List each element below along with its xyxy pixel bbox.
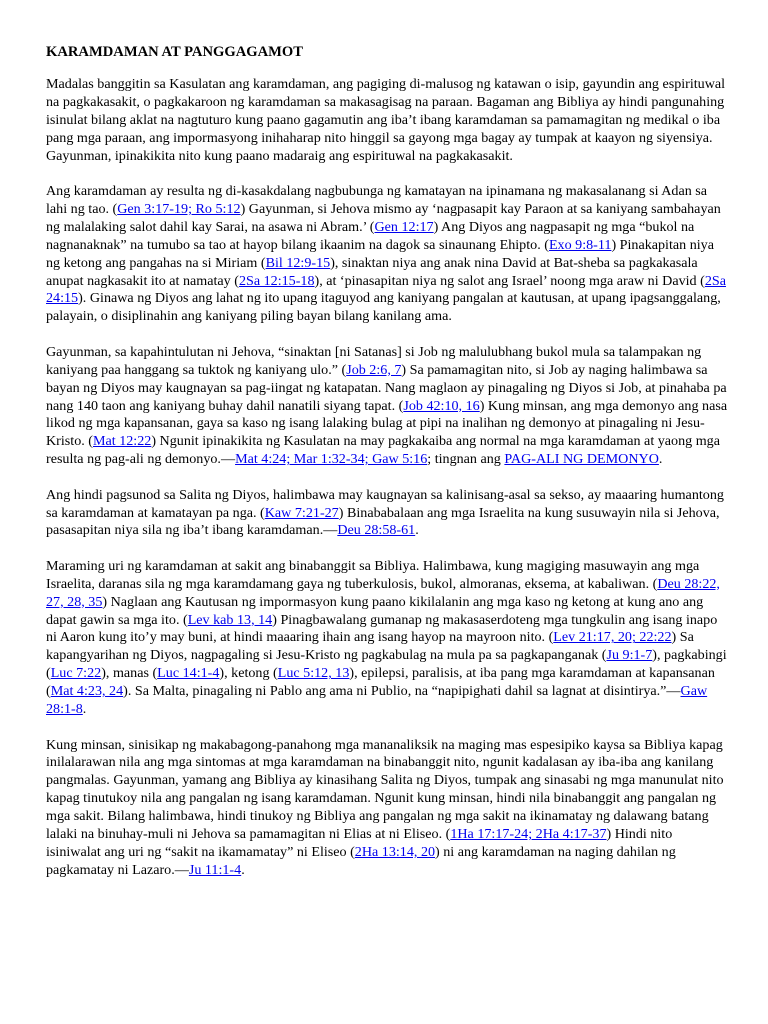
paragraph-modern-researchers: Kung minsan, sinisikap ng makabagong-panahong mga mananaliksik na maging mas espesipiko kaysa sa Bibliya kapag inilalarawan nila ang mga sintomas at mga karamdaman na binabanggit nito, ngunit kadalasan ay iba-iba ang kanilang pangmalas. Gayunman, yamang ang Bibliya ay kinasihang Salita ng Diyos, tumpak ang sinasabi ng mga manunulat nito kapag tinutukoy nila ang pangalan ng isang karamdaman. Ngunit kung minsan, hindi nila binabanggit ang pangalan ng mga sakit. Bilang halimbawa, hindi tinukoy ng Bibliya ang pangalan ng mga sakit na ikinamatay ng dalawang batang lalaki na binuhay-muli ni Jehova sa pamamagitan ni Elias at ni Eliseo. (1Ha 17:17-24; 2Ha 4:17-37) Hindi nito isiniwalat ang uri ng “sakit na ikamamatay” ni Eliseo (2Ha 13:14, 20) ni ang karamdaman na naging dahilan ng pagkamatay ni Lazaro.—Ju 11:1-4.	[46, 736, 724, 878]
scripture-link[interactable]: Job 2:6, 7	[346, 361, 402, 378]
scripture-link[interactable]: Mat 12:22	[92, 433, 152, 450]
scripture-link[interactable]: Kaw 7:21-27	[264, 504, 339, 521]
scripture-link[interactable]: Luc 7:22	[50, 665, 102, 682]
scripture-link[interactable]: Deu 28:22, 27, 28, 35	[46, 575, 720, 610]
paragraph-kinds-of-disease: Maraming uri ng karamdaman at sakit ang binabanggit sa Bibliya. Halimbawa, kung magiging masuwayin ang mga Israelita, daranas sila ng mga karamdamang gaya ng tuberkulosis, bukol, almoranas, eksema, at kabaliwan. (Deu 28:22, 27, 28, 35) Naglaan ang Kautusan ng impormasyon kung paano kikilalanin ang mga kaso ng ketong at kung ano ang dapat gawin sa mga ito. (Lev kab 13, 14) Pinagbawalang gumanap ng makasaserdoteng mga tungkulin ang isang inapo ni Aaron kung ito’y may buni, at hindi maaaring ihain ang isang hayop na mayroon nito. (Lev 21:17, 20; 22:22) Sa kapangyarihan ng Diyos, nagpagaling si Jesu-Kristo ng pagkabulag na mula pa sa pagkapanganak (Ju 9:1-7), pagkabingi (Luc 7:22), manas (Luc 14:1-4), ketong (Luc 5:12, 13), epilepsi, paralisis, at iba pang mga karamdaman at kapansanan (Mat 4:23, 24). Sa Malta, pinagaling ni Pablo ang ama ni Publio, na “napipighati dahil sa lagnat at disintirya.”—Gaw 28:1-8.	[46, 557, 727, 718]
scripture-link[interactable]: Bil 12:9-15	[265, 254, 331, 271]
scripture-link[interactable]: Gen 12:17	[374, 218, 434, 235]
scripture-link[interactable]: Ju 9:1-7	[606, 647, 653, 664]
paragraph-intro: Madalas banggitin sa Kasulatan ang karamdaman, ang pagiging di-malusog ng katawan o isip, gayundin ang espirituwal na pagkakasakit, o pagkakaroon ng karamdaman sa makasagisag na paraan. Bagaman ang Bibliya ay hindi pangunahing isinulat bilang aklat na nagtuturo kung paano gagamutin ang iba’t ibang karamdaman sa pamamagitan ng medikal o iba pang mga paraan, ang impormasyong inihaharap nito hinggil sa gayong mga bagay ay tumpak at kaayon ng siyensiya. Gayunman, ipinakikita nito kung paano madaraig ang espirituwal na pagkakasakit.	[46, 76, 726, 164]
topic-link[interactable]: PAG-ALI NG DEMONYO	[504, 451, 659, 468]
scripture-link[interactable]: 2Sa 24:15	[46, 272, 726, 307]
scripture-link[interactable]: Gaw 28:1-8	[46, 683, 708, 718]
scripture-link[interactable]: Exo 9:8-11	[548, 236, 612, 253]
scripture-link[interactable]: Job 42:10, 16	[403, 397, 480, 414]
scripture-link[interactable]: 2Ha 13:14, 20	[354, 843, 436, 860]
paragraph-disobedience: Ang hindi pagsunod sa Salita ng Diyos, halimbawa may kaugnayan sa kalinisang-asal sa sekso, ay maaaring humantong sa karamdaman at kamatayan pa nga. (Kaw 7:21-27) Binababalaan ang mga Israelita na kung susuwayin nila si Jehova, pasasapitan niya sila ng iba’t ibang karamdaman.—Deu 28:58-61.	[46, 486, 724, 539]
paragraph-job-and-demons: Gayunman, sa kapahintulutan ni Jehova, “sinaktan [ni Satanas] si Job ng malulubhang bukol mula sa talampakan ng kaniyang paa hanggang sa tuktok ng kaniyang ulo.” (Job 2:6, 7) Sa pamamagitan nito, si Job ay naging halimbawa sa bayan ng Diyos may kaugnayan sa pag-iingat ng katapatan. Nang maglaon ay pinagaling ng Diyos si Job, at pinahaba pa nang 140 taon ang kaniyang buhay dahil nanatili siyang tapat. (Job 42:10, 16) Kung minsan, ang mga demonyo ang nasa likod ng mga kapansanan, gaya sa kaso ng isang lalaking bulag at pipi na inalihan ng demonyo at pinagaling ni Jesu-Kristo. (Mat 12:22) Ngunit ipinakikita ng Kasulatan na may pagkakaiba ang normal na mga karamdaman at yaong mga resulta ng pag-ali ng demonyo.—Mat 4:24; Mar 1:32-34; Gaw 5:16; tingnan ang PAG-ALI NG DEMONYO.	[46, 343, 728, 468]
scripture-link[interactable]: Mat 4:23, 24	[50, 683, 124, 700]
scripture-link[interactable]: Lev 21:17, 20; 22:22	[553, 629, 672, 646]
scripture-link[interactable]: Gen 3:17-19; Ro 5:12	[117, 200, 241, 217]
scripture-link[interactable]: Mat 4:24; Mar 1:32-34; Gaw 5:16	[235, 451, 428, 468]
article-title: KARAMDAMAN AT PANGGAGAMOT	[46, 44, 303, 60]
scripture-link[interactable]: Ju 11:1-4	[188, 861, 242, 878]
paragraph-cause-of-disease: Ang karamdaman ay resulta ng di-kasakdalang nagbubunga ng kamatayan na ipinamana ng makasalanang si Adan sa lahi ng tao. (Gen 3:17-19; Ro 5:12) Gayunman, si Jehova mismo ay ‘nagpasapit kay Paraon at sa kaniyang sambahayan ng malalaking salot dahil kay Sarai, na asawa ni Abram.’ (Gen 12:17) Ang Diyos ang nagpasapit ng mga “bukol na nagnanaknak” na tumubo sa tao at hayop bilang ikaanim na dagok sa sinaunang Ehipto. (Exo 9:8-11) Pinakapitan niya ng ketong ang pangahas na si Miriam (Bil 12:9-15), sinaktan niya ang anak nina David at Bat-sheba sa pagkakasala anupat nagkasakit ito at namatay (2Sa 12:15-18), at ‘pinasapitan niya ng salot ang Israel’ noong mga araw ni David (2Sa 24:15). Ginawa ng Diyos ang lahat ng ito upang itaguyod ang kaniyang pangalan at kautusan, at upang ipagsanggalang, palayain, o disiplinahin ang kaniyang piling bayan bilang kanilang ama.	[46, 183, 726, 325]
scripture-link[interactable]: 2Sa 12:15-18	[238, 272, 315, 289]
scripture-link[interactable]: 1Ha 17:17-24; 2Ha 4:17-37	[450, 826, 607, 843]
scripture-link[interactable]: Luc 14:1-4	[157, 665, 220, 682]
scripture-link[interactable]: Deu 28:58-61	[337, 522, 416, 539]
scripture-link[interactable]: Lev kab 13, 14	[187, 611, 273, 628]
scripture-link[interactable]: Luc 5:12, 13	[277, 665, 350, 682]
